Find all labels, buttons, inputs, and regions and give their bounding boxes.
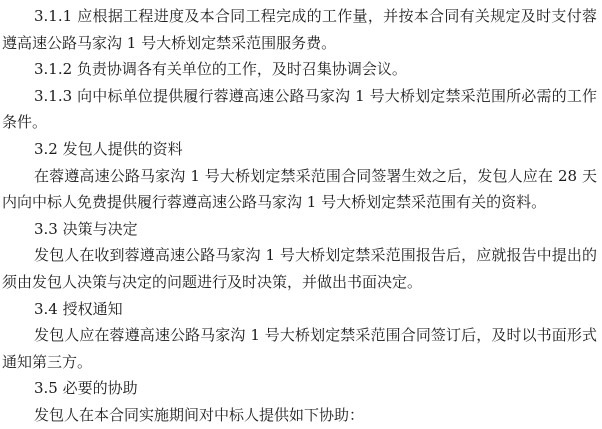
clause-3-2-body: 在蓉遵高速公路马家沟 1 号大桥划定禁采范围合同签署生效之后，发包人应在 28 天内向中标人免费提供履行蓉遵高速公路马家沟 1 号大桥划定禁采范围有关的资料。 xyxy=(2,166,597,212)
clause-3-3-body: 发包人在收到蓉遵高速公路马家沟 1 号大桥划定禁采范围报告后，应就报告中提出的须由发包人决策与决定的问题进行及时决策，并做出书面决定。 xyxy=(2,246,597,291)
clause-3-4-body: 发包人应在蓉遵高速公路马家沟 1 号大桥划定禁采范围合同签订后，及时以书面形式通知第三方。 xyxy=(2,326,597,371)
clause-3-5-body: 发包人在本合同实施期间对中标人提供如下协助： xyxy=(34,405,365,424)
section-heading-3-4: 3.4 授权通知 xyxy=(34,299,123,318)
clause-3-1-3: 3.1.3 向中标单位提供履行蓉遵高速公路马家沟 1 号大桥划定禁采范围所必需的工作条件。 xyxy=(2,86,597,132)
clause-3-1-2: 3.1.2 负责协调各有关单位的工作，及时召集协调会议。 xyxy=(34,60,407,79)
section-heading-3-3: 3.3 决策与决定 xyxy=(34,219,138,238)
section-heading-3-2: 3.2 发包人提供的资料 xyxy=(34,139,183,158)
clause-3-1-1: 3.1.1 应根据工程进度及本合同工程完成的工作量，并按本合同有关规定及时支付蓉遵高速公路马家沟 1 号大桥划定禁采范围服务费。 xyxy=(2,7,597,52)
section-heading-3-5: 3.5 必要的协助 xyxy=(34,379,138,398)
